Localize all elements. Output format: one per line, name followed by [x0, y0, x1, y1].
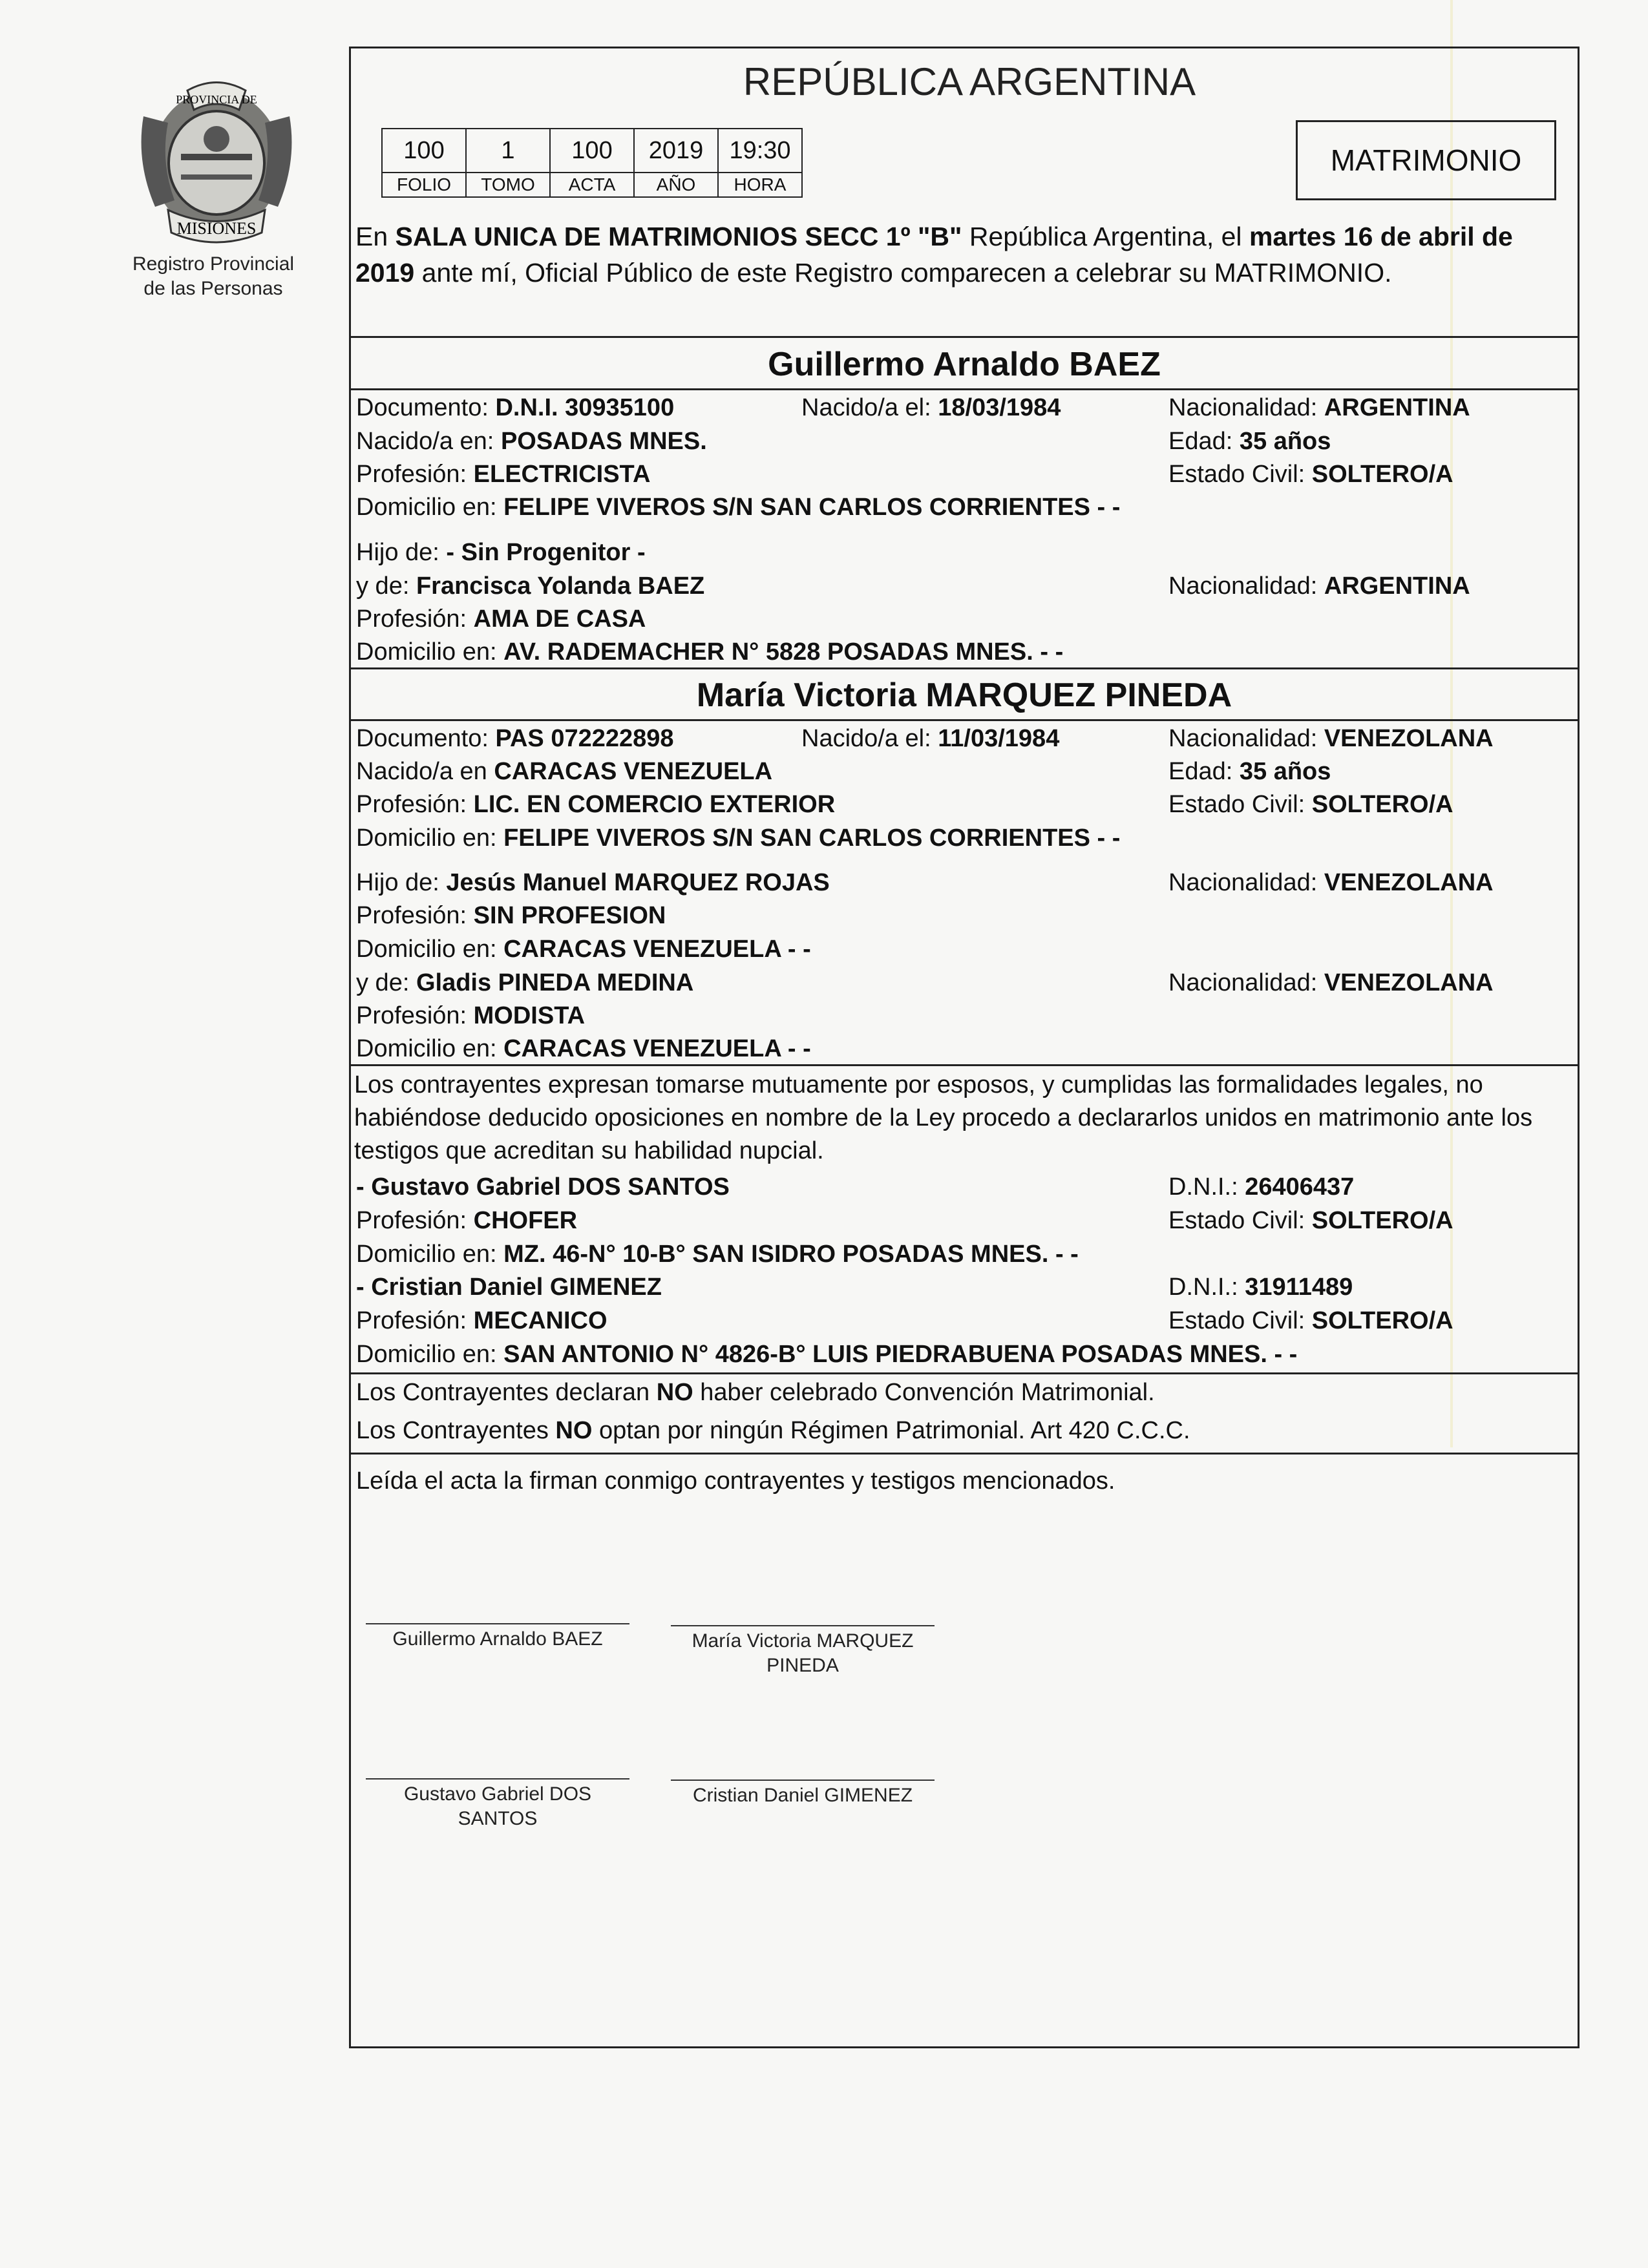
spouse2-parent1-profession: Profesión: SIN PROFESION [356, 902, 666, 929]
spouse2-parent1-nationality: Nacionalidad: VENEZOLANA [1168, 869, 1494, 896]
folio-value: 100 [382, 129, 466, 173]
anio-label: AÑO [634, 173, 718, 197]
svg-text:MISIONES: MISIONES [176, 219, 257, 238]
page-title: REPÚBLICA ARGENTINA [743, 60, 1196, 103]
anio-value: 2019 [634, 129, 718, 173]
witness2-civil-status: Estado Civil: SOLTERO/A [1168, 1307, 1453, 1334]
witness2-profession: Profesión: MECANICO [356, 1307, 607, 1334]
registry-label: Registro Provincial de las Personas [132, 253, 295, 299]
signature-witness1: Gustavo Gabriel DOS SANTOS [403, 1783, 592, 1829]
spouse1-profession: Profesión: ELECTRICISTA [356, 461, 651, 488]
spouse1-parent2-profession: Profesión: AMA DE CASA [356, 605, 646, 633]
divider [349, 336, 1579, 338]
spouse1-nationality: Nacionalidad: ARGENTINA [1168, 394, 1470, 421]
misiones-seal-icon [129, 78, 304, 246]
closing-statement: Leída el acta la firman conmigo contrayentes y testigos mencionados. [356, 1467, 1115, 1495]
spouse1-name: Guillermo Arnaldo BAEZ [768, 346, 1161, 383]
divider [349, 667, 1579, 669]
spouse2-name: María Victoria MARQUEZ PINEDA [696, 677, 1232, 714]
spouse2-birthplace: Nacido/a en CARACAS VENEZUELA [356, 758, 773, 785]
spouse1-birthdate: Nacido/a el: 18/03/1984 [801, 394, 1061, 421]
spouse2-document: Documento: PAS 072222898 [356, 725, 674, 752]
witness1-name: - Gustavo Gabriel DOS SANTOS [356, 1173, 730, 1201]
spouse2-parent2: y de: Gladis PINEDA MEDINA [356, 969, 694, 996]
witness1-dni: D.N.I.: 26406437 [1168, 1173, 1355, 1201]
declaration-paragraph: Los contrayentes expresan tomarse mutuamente por esposos, y cumplidas las formalidades legales, no habiéndose deducido oposiciones en nombre de la Ley procedo a declararlos unidos en matrimonio ante los testigos que acreditan su habilidad nupcial. [354, 1071, 1533, 1164]
spouse1-age: Edad: 35 años [1168, 428, 1331, 455]
spouse2-civil-status: Estado Civil: SOLTERO/A [1168, 791, 1453, 818]
spouse1-document: Documento: D.N.I. 30935100 [356, 394, 675, 421]
spouse2-parent2-address: Domicilio en: CARACAS VENEZUELA - - [356, 1035, 811, 1062]
svg-text:PROVINCIA DE: PROVINCIA DE [176, 93, 257, 106]
witness2-dni: D.N.I.: 31911489 [1168, 1274, 1353, 1301]
record-type-box: MATRIMONIO [1296, 120, 1556, 200]
spouse1-address: Domicilio en: FELIPE VIVEROS S/N SAN CARLOS CORRIENTES - - [356, 494, 1121, 521]
signature-witness2: Cristian Daniel GIMENEZ [692, 1785, 913, 1806]
spouse1-birthplace: Nacido/a en: POSADAS MNES. [356, 428, 707, 455]
witness2-address: Domicilio en: SAN ANTONIO N° 4826-B° LUIS PIEDRABUENA POSADAS MNES. - - [356, 1341, 1298, 1368]
witness2-name: - Cristian Daniel GIMENEZ [356, 1274, 662, 1301]
divider [349, 388, 1579, 390]
spouse2-parent1: Hijo de: Jesús Manuel MARQUEZ ROJAS [356, 869, 830, 896]
witness1-civil-status: Estado Civil: SOLTERO/A [1168, 1207, 1453, 1234]
spouse1-civil-status: Estado Civil: SOLTERO/A [1168, 461, 1453, 488]
convention-statement: Los Contrayentes declaran NO haber celebrado Convención Matrimonial. [356, 1379, 1155, 1406]
spouse1-parent2-nationality: Nacionalidad: ARGENTINA [1168, 572, 1470, 600]
divider [349, 1372, 1579, 1374]
intro-paragraph: En SALA UNICA DE MATRIMONIOS SECC 1º "B" República Argentina, el martes 16 de abril de 2019 ante mí, Oficial Público de este Registro comparecen a celebrar su MATRIMONIO. [355, 222, 1513, 288]
spouse2-parent2-profession: Profesión: MODISTA [356, 1002, 586, 1029]
signature-line [366, 1623, 629, 1624]
witness1-profession: Profesión: CHOFER [356, 1207, 578, 1234]
divider [349, 719, 1579, 721]
signature-spouse2: María Victoria MARQUEZ PINEDA [692, 1630, 914, 1676]
spouse2-nationality: Nacionalidad: VENEZOLANA [1168, 725, 1494, 752]
hora-value: 19:30 [718, 129, 802, 173]
divider [349, 1064, 1579, 1066]
spouse2-address: Domicilio en: FELIPE VIVEROS S/N SAN CARLOS CORRIENTES - - [356, 824, 1121, 852]
folio-label: FOLIO [382, 173, 466, 197]
spouse2-age: Edad: 35 años [1168, 758, 1331, 785]
hora-label: HORA [718, 173, 802, 197]
acta-label: ACTA [550, 173, 634, 197]
signature-spouse1: Guillermo Arnaldo BAEZ [392, 1628, 603, 1650]
signature-line [671, 1780, 935, 1781]
tomo-label: TOMO [466, 173, 550, 197]
regime-statement: Los Contrayentes NO optan por ningún Régimen Patrimonial. Art 420 C.C.C. [356, 1417, 1190, 1444]
spouse1-parent2-address: Domicilio en: AV. RADEMACHER N° 5828 POSADAS MNES. - - [356, 638, 1064, 666]
record-numbers-table [381, 128, 803, 198]
spouse2-profession: Profesión: LIC. EN COMERCIO EXTERIOR [356, 791, 836, 818]
spouse2-birthdate: Nacido/a el: 11/03/1984 [801, 725, 1060, 752]
signature-line [366, 1778, 629, 1780]
acta-value: 100 [550, 129, 634, 173]
spouse2-parent2-nationality: Nacionalidad: VENEZOLANA [1168, 969, 1494, 996]
spouse1-parent2: y de: Francisca Yolanda BAEZ [356, 572, 705, 600]
witness1-address: Domicilio en: MZ. 46-N° 10-B° SAN ISIDRO POSADAS MNES. - - [356, 1241, 1079, 1268]
spouse1-parent1: Hijo de: - Sin Progenitor - [356, 539, 646, 566]
divider [349, 1453, 1579, 1454]
spouse2-parent1-address: Domicilio en: CARACAS VENEZUELA - - [356, 936, 811, 963]
signature-line [671, 1625, 935, 1626]
tomo-value: 1 [466, 129, 550, 173]
